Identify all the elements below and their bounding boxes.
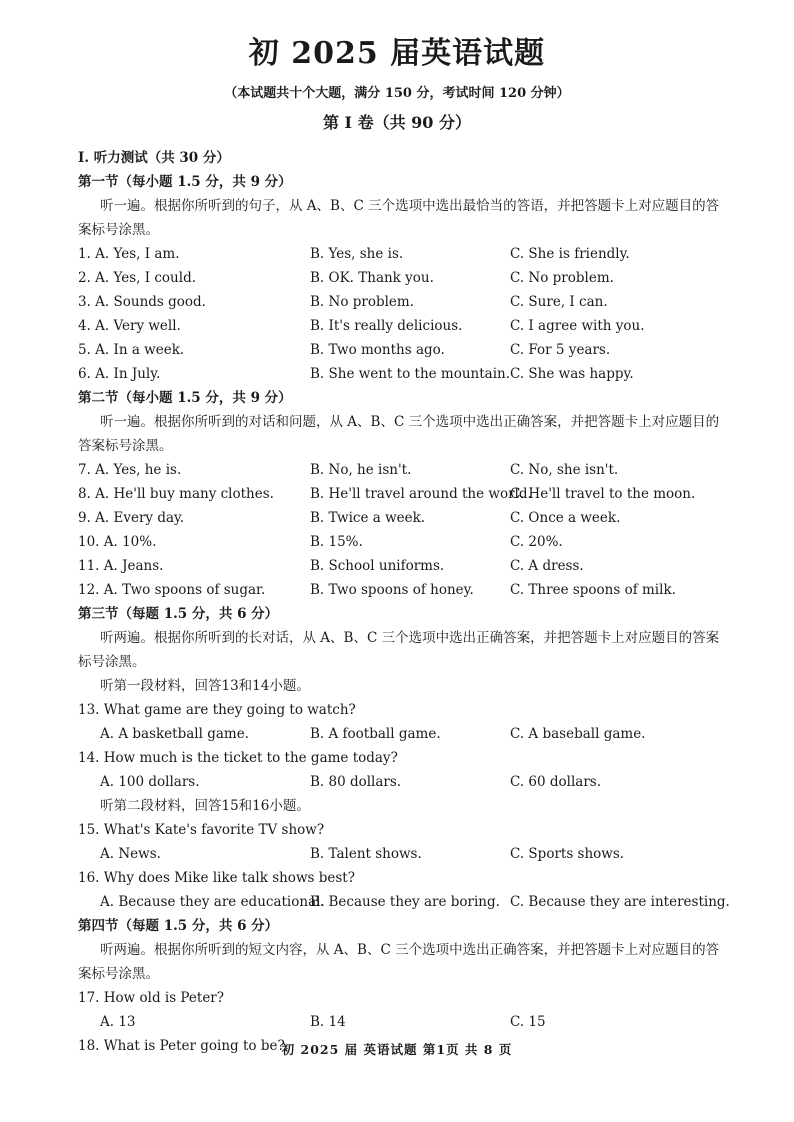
question-row — [78, 554, 728, 578]
option-b: B. A football game. — [310, 726, 441, 742]
question-row — [78, 1010, 728, 1034]
question-row — [78, 506, 728, 530]
option-a: 7. A. Yes, he is. — [78, 462, 182, 478]
option-a: A. A basketball game. — [100, 726, 249, 742]
option-a: 8. A. He'll buy many clothes. — [78, 486, 274, 502]
option-c: C. Because they are interesting. — [510, 894, 730, 910]
question-stem: 16. Why does Mike like talk shows best? — [78, 870, 355, 886]
option-b: B. No, he isn't. — [310, 462, 412, 478]
question-row — [78, 770, 728, 794]
option-a: A. Because they are educational. — [100, 894, 325, 910]
question-stem: 15. What's Kate's favorite TV show? — [78, 822, 325, 838]
option-a: A. News. — [100, 846, 161, 862]
option-b: B. Twice a week. — [310, 510, 426, 526]
question-row — [78, 290, 728, 314]
option-b: B. Talent shows. — [310, 846, 422, 862]
option-a: A. 100 dollars. — [100, 774, 200, 790]
exam-content — [78, 146, 728, 1058]
question-row — [78, 890, 728, 914]
option-c: C. Three spoons of milk. — [510, 582, 676, 598]
question-row — [78, 338, 728, 362]
option-a: 9. A. Every day. — [78, 510, 185, 526]
option-b: B. School uniforms. — [310, 558, 445, 574]
option-c: C. Sure, I can. — [510, 294, 608, 310]
option-c: C. For 5 years. — [510, 342, 611, 358]
option-b: B. 15%. — [310, 534, 363, 550]
option-a: A. 13 — [100, 1014, 136, 1030]
question-row — [78, 722, 728, 746]
option-a: 12. A. Two spoons of sugar. — [78, 582, 266, 598]
question-stem: 13. What game are they going to watch? — [78, 702, 356, 718]
question-row — [78, 242, 728, 266]
question-row — [78, 362, 728, 386]
question-row — [78, 458, 728, 482]
question-row — [78, 482, 728, 506]
option-a: 3. A. Sounds good. — [78, 294, 206, 310]
question-stem: 17. How old is Peter? — [78, 990, 224, 1006]
page-footer: 初 2025 届 英语试题 第1页 共 8 页 — [281, 1042, 513, 1057]
option-a: 10. A. 10%. — [78, 534, 157, 550]
option-c: C. 20%. — [510, 534, 563, 550]
option-c: C. No, she isn't. — [510, 462, 619, 478]
material-note: 听第一段材料，回答13和14小题。 — [100, 678, 310, 694]
option-b: B. Because they are boring. — [310, 894, 500, 910]
section2-instruction: 听一遍。根据你所听到的对话和问题，从 A、B、C 三个选项中选出正确答案，并把答题卡上对应题目的答案标号涂黑。 — [78, 414, 720, 454]
section3-instruction: 听两遍。根据你所听到的长对话，从 A、B、C 三个选项中选出正确答案，并把答题卡上对应题目的答案标号涂黑。 — [78, 630, 720, 670]
option-b: B. She went to the mountain. — [310, 366, 511, 382]
option-b: B. He'll travel around the world. — [310, 486, 532, 502]
option-b: B. No problem. — [310, 294, 414, 310]
material-note: 听第二段材料，回答15和16小题。 — [100, 798, 310, 814]
option-b: B. Two months ago. — [310, 342, 445, 358]
option-c: C. I agree with you. — [510, 318, 645, 334]
section1-instruction: 听一遍。根据你所听到的句子，从 A、B、C 三个选项中选出最恰当的答语，并把答题卡上对应题目的答案标号涂黑。 — [78, 198, 720, 238]
option-c: C. A baseball game. — [510, 726, 646, 742]
option-b: B. Two spoons of honey. — [310, 582, 474, 598]
option-c: C. He'll travel to the moon. — [510, 486, 696, 502]
option-b: B. 14 — [310, 1014, 346, 1030]
question-row — [78, 266, 728, 290]
section3-heading: 第三节（每题 1.5 分，共 6 分） — [78, 606, 279, 622]
question-stem: 14. How much is the ticket to the game today? — [78, 750, 398, 766]
option-b: B. It's really delicious. — [310, 318, 463, 334]
question-row — [78, 530, 728, 554]
option-c: C. Sports shows. — [510, 846, 625, 862]
part-heading: I. 听力测试（共 30 分） — [78, 150, 230, 166]
section2-heading: 第二节（每小题 1.5 分，共 9 分） — [78, 390, 292, 406]
section4-instruction: 听两遍。根据你所听到的短文内容，从 A、B、C 三个选项中选出正确答案，并把答题卡上对应题目的答案标号涂黑。 — [78, 942, 720, 982]
option-c: C. No problem. — [510, 270, 614, 286]
option-b: B. OK. Thank you. — [310, 270, 434, 286]
section1-heading: 第一节（每小题 1.5 分，共 9 分） — [78, 174, 292, 190]
option-a: 4. A. Very well. — [78, 318, 181, 334]
option-c: C. A dress. — [510, 558, 584, 574]
option-a: 1. A. Yes, I am. — [78, 246, 180, 262]
option-b: B. Yes, she is. — [310, 246, 404, 262]
option-c: C. 15 — [510, 1014, 546, 1030]
volume-heading: 第 I 卷（共 90 分） — [322, 113, 472, 132]
option-c: C. Once a week. — [510, 510, 621, 526]
option-c: C. She was happy. — [510, 366, 634, 382]
option-b: B. 80 dollars. — [310, 774, 402, 790]
page-title: 初 2025 届英语试题 — [248, 36, 546, 71]
section4-heading: 第四节（每题 1.5 分，共 6 分） — [78, 918, 279, 934]
option-a: 11. A. Jeans. — [78, 558, 164, 574]
exam-subtitle: （本试题共十个大题，满分 150 分，考试时间 120 分钟） — [224, 86, 570, 101]
question-row — [78, 842, 728, 866]
option-a: 5. A. In a week. — [78, 342, 185, 358]
option-c: C. She is friendly. — [510, 246, 630, 262]
question-row — [78, 314, 728, 338]
option-c: C. 60 dollars. — [510, 774, 602, 790]
option-a: 6. A. In July. — [78, 366, 161, 382]
question-row — [78, 578, 728, 602]
option-a: 2. A. Yes, I could. — [78, 270, 196, 286]
question-stem: 18. What is Peter going to be? — [78, 1038, 285, 1054]
